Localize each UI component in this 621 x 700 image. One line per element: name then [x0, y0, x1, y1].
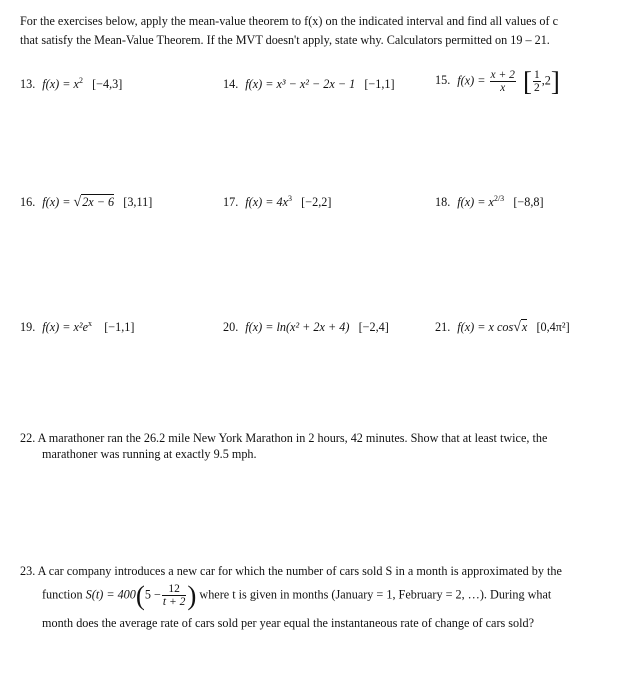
left-bracket: [ — [522, 66, 532, 97]
function-rhs: ln(x² + 2x + 4) — [276, 320, 350, 334]
function-rhs: x — [488, 195, 494, 209]
interval: [−2,2] — [301, 195, 332, 209]
interval-numerator: 1 — [533, 69, 540, 81]
interval: [3,11] — [123, 195, 153, 209]
function-lhs: f(x) = — [457, 195, 489, 209]
function-rhs: x cos — [488, 320, 514, 334]
exercise-13 — [20, 75, 122, 93]
function-lhs: f(x) = — [245, 77, 277, 91]
interval-right: ,2 — [541, 73, 551, 88]
interval-fraction — [533, 69, 541, 94]
function-lhs: f(x) = — [245, 195, 277, 209]
problem-23-line-3: month does the average rate of cars sold per year equal the instantaneous rate of change of cars sold? — [42, 616, 535, 630]
problem-23-line-2 — [42, 580, 552, 611]
interval-denominator: 2 — [533, 82, 540, 94]
exercise-number: 15. — [435, 73, 451, 88]
interval: [−4,3] — [92, 77, 123, 91]
exercise-number: 17. — [223, 195, 239, 209]
function-rhs: x — [73, 77, 79, 91]
instructions-line-2: that satisfy the Mean-Value Theorem. If the MVT doesn't apply, state why. Calculators permitted on 19 – 21. — [20, 33, 550, 47]
function-rhs: x³ − x² − 2x − 1 — [276, 77, 356, 91]
inner-expression: 5 − — [144, 587, 161, 602]
radicand: x — [521, 320, 528, 334]
exercise-number: 20. — [223, 320, 239, 334]
problem-23-line-3-wrap — [42, 615, 612, 631]
function-lhs: f(x) = — [42, 320, 74, 334]
exponent: x — [88, 318, 92, 328]
problem-22 — [20, 430, 605, 462]
interval: [−2,4] — [358, 320, 389, 334]
exponent: 2 — [78, 75, 83, 85]
instructions — [20, 12, 605, 50]
exponent: 2/3 — [493, 193, 505, 203]
exercise-number: 18. — [435, 195, 451, 209]
exercise-17 — [223, 193, 331, 211]
exercise-14 — [223, 75, 395, 93]
function-lhs: f(x) = — [457, 73, 489, 88]
function-rhs: 4x — [276, 195, 289, 209]
exercise-15 — [435, 66, 560, 97]
right-paren: ) — [187, 580, 197, 611]
exercise-number: 21. — [435, 320, 451, 334]
function-lhs: f(x) = — [245, 320, 277, 334]
denominator: t + 2 — [162, 596, 186, 608]
problem-23-line-1: 23. A car company introduces a new car for which the number of cars sold S in a month is approximated by the — [20, 564, 562, 578]
problem-22-line-2: marathoner was running at exactly 9.5 mph. — [42, 447, 257, 461]
exercise-number: 19. — [20, 320, 36, 334]
exercise-20 — [223, 318, 389, 336]
function-lhs: f(x) = — [457, 320, 489, 334]
function-lhs: f(x) = — [42, 77, 74, 91]
interval: [−8,8] — [513, 195, 544, 209]
exercise-16 — [20, 193, 152, 212]
interval: [−1,1] — [364, 77, 395, 91]
fraction — [490, 69, 516, 94]
left-paren: ( — [135, 580, 145, 611]
function-label: function — [42, 587, 83, 602]
function-lhs: f(x) = — [42, 195, 74, 209]
exercise-18 — [435, 193, 544, 211]
radicand: 2x − 6 — [82, 195, 115, 209]
function-rhs: x²e — [73, 320, 88, 334]
problem-22-line-1: 22. A marathoner ran the 26.2 mile New York Marathon in 2 hours, 42 minutes. Show that at least twice, the — [20, 431, 548, 445]
numerator: 12 — [162, 583, 186, 596]
interval: [−1,1] — [104, 320, 135, 334]
exponent: 3 — [288, 193, 293, 203]
interval: [0,4π²] — [536, 320, 570, 334]
exercise-number: 13. — [20, 77, 36, 91]
denominator: x — [500, 82, 506, 94]
right-bracket: ] — [550, 66, 560, 97]
exercise-number: 16. — [20, 195, 36, 209]
exercise-21 — [435, 318, 570, 337]
radical-sign: √ — [73, 195, 82, 210]
exercise-number: 14. — [223, 77, 239, 91]
function-lhs: S(t) = 400 — [85, 587, 136, 602]
fraction — [162, 583, 186, 608]
exercise-19 — [20, 318, 134, 336]
numerator: x + 2 — [490, 69, 515, 81]
problem-23-line-1-wrap — [20, 563, 610, 579]
function-description: where t is given in months (January = 1, February = 2, …). During what — [199, 587, 552, 602]
radical-sign: √ — [513, 320, 521, 335]
instructions-line-1: For the exercises below, apply the mean-value theorem to f(x) on the indicated interval and find all values of c — [20, 14, 558, 28]
